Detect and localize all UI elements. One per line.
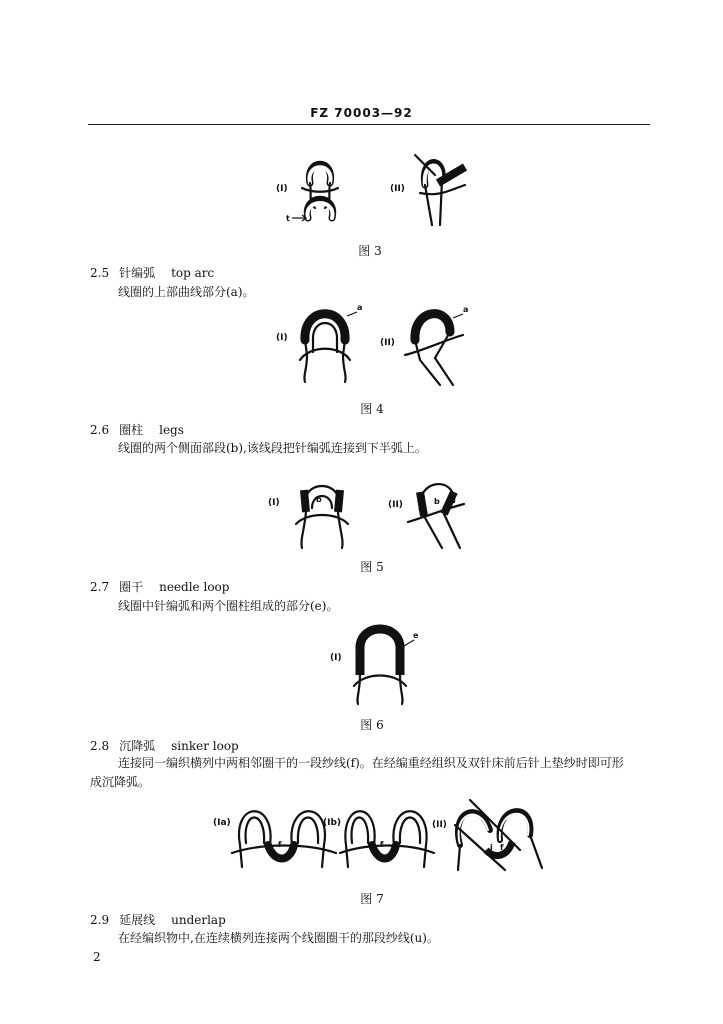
fig6-caption: 图 6 <box>360 718 384 732</box>
fig7-drawing-ii <box>450 790 545 875</box>
fig7-label-ib: (Ib) <box>323 818 342 828</box>
page-number: 2 <box>93 950 101 964</box>
fig7-drawing-ia <box>232 795 337 870</box>
fig7-label-ia: (Ia) <box>213 818 231 828</box>
section-number: 2.7 <box>90 580 110 594</box>
section-number: 2.9 <box>90 913 110 927</box>
fig5-label-i: (I) <box>268 498 280 508</box>
fig7-label-ii: (II) <box>432 820 447 830</box>
section-2-8-body-line1: 连接同一编织横列中两相邻圈干的一段纱线(f)。在经编重经组织及双针床前后针上垫纱时即可形 <box>118 756 624 770</box>
fig4-drawing-i <box>295 300 365 385</box>
fig3-caption: 图 3 <box>358 244 382 258</box>
fig3-drawing-ii <box>410 145 480 230</box>
section-2-5-body: 线圈的上部曲线部分(a)。 <box>118 285 255 299</box>
fig5-mark-b1: b <box>316 495 322 504</box>
fig5-drawing-ii <box>408 470 478 550</box>
fig5-label-ii: (II) <box>388 500 403 510</box>
fig6-drawing-i <box>350 620 420 705</box>
term-en: top arc <box>171 266 215 280</box>
fig6-label-i: (I) <box>330 653 342 663</box>
term-zh: 沉降弧 <box>119 739 156 753</box>
fig4-drawing-ii <box>405 300 475 385</box>
fig4-label-i: (I) <box>276 333 288 343</box>
section-2-7-heading <box>90 578 229 595</box>
fig4-caption: 图 4 <box>360 402 384 416</box>
section-2-6-body: 线圈的两个侧面部段(b),该线段把针编弧连接到下半弧上。 <box>118 441 427 455</box>
fig7-mark-f2: f <box>380 840 384 849</box>
fig3-mark-t2: t <box>452 168 456 177</box>
fig5-mark-b2: b <box>434 497 440 506</box>
fig3-label-ii: (II) <box>390 184 405 194</box>
fig4-mark-a2: a <box>463 305 469 314</box>
fig7-mark-f1: f <box>278 840 282 849</box>
header-rule <box>88 124 650 125</box>
fig4-label-ii: (II) <box>380 338 395 348</box>
fig7-drawing-ib <box>340 795 435 870</box>
section-2-6-heading <box>90 421 184 438</box>
term-zh: 圈干 <box>119 580 144 594</box>
section-number: 2.5 <box>90 266 110 280</box>
standard-code-header: FZ 70003—92 <box>310 106 413 120</box>
fig3-drawing-i <box>286 148 360 228</box>
term-zh: 延展线 <box>119 913 156 927</box>
fig5-drawing-i <box>292 470 362 550</box>
term-en: needle loop <box>159 580 230 594</box>
term-en: underlap <box>171 913 226 927</box>
term-zh: 针编弧 <box>119 266 156 280</box>
fig3-label-i: (I) <box>276 184 288 194</box>
fig7-mark-f3: f <box>500 843 504 852</box>
term-zh: 圈柱 <box>119 423 144 437</box>
fig7-mark-i: i <box>490 843 493 852</box>
fig3-mark-t1: t <box>286 214 290 223</box>
fig5-caption: 图 5 <box>360 560 384 574</box>
fig6-mark-e: e <box>413 631 419 640</box>
section-2-9-heading <box>90 911 226 928</box>
section-2-8-heading <box>90 737 239 754</box>
section-number: 2.6 <box>90 423 110 437</box>
section-2-5-heading <box>90 264 214 281</box>
term-en: legs <box>159 423 184 437</box>
section-2-9-body: 在经编织物中,在连续横列连接两个线圈圈干的那段纱线(u)。 <box>118 931 439 945</box>
section-number: 2.8 <box>90 739 110 753</box>
section-2-8-body-line2: 成沉降弧。 <box>90 775 151 789</box>
fig7-caption: 图 7 <box>360 892 384 906</box>
section-2-7-body: 线圈中针编弧和两个圈柱组成的部分(e)。 <box>118 599 339 613</box>
term-en: sinker loop <box>171 739 239 753</box>
fig4-mark-a1: a <box>357 303 363 312</box>
